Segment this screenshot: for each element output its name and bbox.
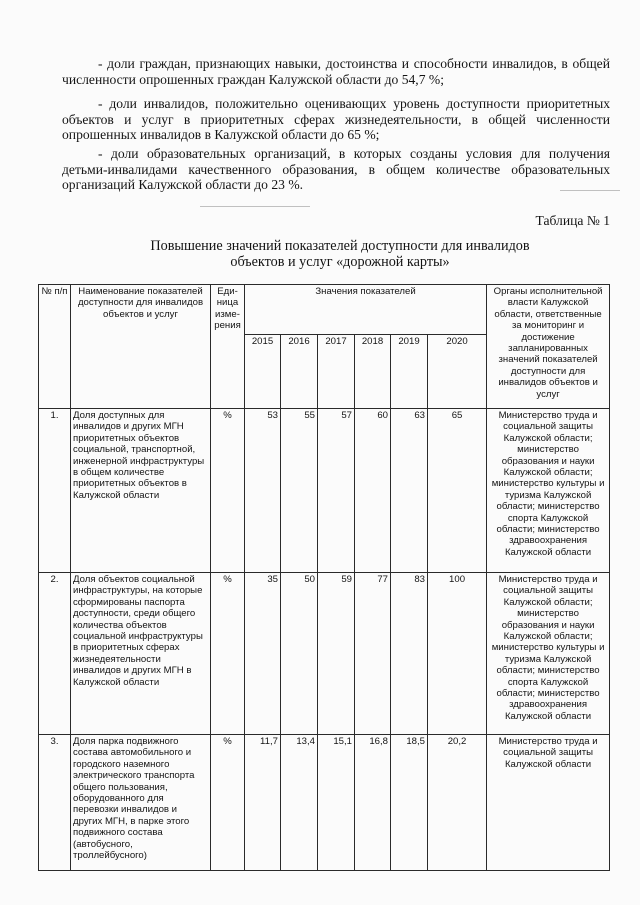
header-org: Органы исполнительной власти Калужской области, ответственные за мониторинг и достижение запланированных значений показателей доступности для инвалидов объектов и услуг xyxy=(487,285,610,409)
row-value: 57 xyxy=(318,409,355,573)
table-title-line-1: Повышение значений показателей доступности для инвалидов xyxy=(150,238,530,254)
row-value: 55 xyxy=(281,409,318,573)
header-name: Наименование показателей доступности для инвалидов объектов и услуг xyxy=(71,285,211,409)
header-year: 2016 xyxy=(281,335,318,409)
header-unit: Еди-ница изме-рения xyxy=(211,285,245,409)
paragraph-3: - доли образовательных организаций, в которых созданы условия для получения детьми-инвалидами качественного образования, в общем количестве образовательных организаций Калужской области до 23 %. xyxy=(62,146,610,192)
row-unit: % xyxy=(211,735,245,871)
header-year: 2020 xyxy=(428,335,487,409)
scan-noise xyxy=(200,206,310,207)
row-unit: % xyxy=(211,573,245,735)
header-no: № п/п xyxy=(39,285,71,409)
header-values: Значения показателей xyxy=(245,285,487,335)
row-no: 2. xyxy=(39,573,71,735)
row-no: 1. xyxy=(39,409,71,573)
row-org: Министерство труда и социальной защиты Калужской области; министерство образования и науки Калужской области; министерство культуры и туризма Калужской области; министерство спорта Калужской области; министерство здравоохранения Калужской области xyxy=(487,573,610,735)
scan-noise xyxy=(560,190,620,191)
table-title-line-2: объектов и услуг «дорожной карты» xyxy=(230,254,450,270)
row-value: 60 xyxy=(355,409,391,573)
header-year: 2017 xyxy=(318,335,355,409)
row-value: 16,8 xyxy=(355,735,391,871)
row-value: 50 xyxy=(281,573,318,735)
row-org: Министерство труда и социальной защиты Калужской области; министерство образования и науки Калужской области; министерство культуры и туризма Калужской области; министерство спорта Калужской области; министерство здравоохранения Калужской области xyxy=(487,409,610,573)
row-value: 18,5 xyxy=(391,735,428,871)
table-title xyxy=(0,238,640,270)
row-name: Доля объектов социальной инфраструктуры, на которые сформированы паспорта доступности, среди общего количества объектов социальной инфраструктуры в приоритетных сферах жизнедеятельности инвалидов и других МГН в Калужской области xyxy=(71,573,211,735)
header-year: 2015 xyxy=(245,335,281,409)
row-value: 77 xyxy=(355,573,391,735)
row-value: 83 xyxy=(391,573,428,735)
row-value: 13,4 xyxy=(281,735,318,871)
header-year: 2019 xyxy=(391,335,428,409)
row-value: 35 xyxy=(245,573,281,735)
row-value: 65 xyxy=(428,409,487,573)
table-label: Таблица № 1 xyxy=(535,213,610,228)
row-value: 100 xyxy=(428,573,487,735)
row-value: 53 xyxy=(245,409,281,573)
row-unit: % xyxy=(211,409,245,573)
table-row xyxy=(39,409,610,573)
table-header-row xyxy=(39,285,610,335)
paragraph-2: - доли инвалидов, положительно оценивающих уровень доступности приоритетных объектов и услуг в приоритетных сферах жизнедеятельности, в общей численности опрошенных инвалидов в Калужской области до 65 %; xyxy=(62,96,610,142)
row-org: Министерство труда и социальной защиты Калужской области xyxy=(487,735,610,871)
row-value: 59 xyxy=(318,573,355,735)
row-name: Доля парка подвижного состава автомобильного и городского наземного электрического транспорта общего пользования, оборудованного для перевозки инвалидов и других МГН, в парке этого подвижного состава (автобусного, троллейбусного) xyxy=(71,735,211,871)
row-value: 15,1 xyxy=(318,735,355,871)
row-name: Доля доступных для инвалидов и других МГН приоритетных объектов социальной, транспортной, инженерной инфраструктуры в общем количестве приоритетных объектов в Калужской области xyxy=(71,409,211,573)
indicators-table xyxy=(38,284,610,871)
row-value: 20,2 xyxy=(428,735,487,871)
row-value: 11,7 xyxy=(245,735,281,871)
table-row xyxy=(39,735,610,871)
row-value: 63 xyxy=(391,409,428,573)
row-no: 3. xyxy=(39,735,71,871)
paragraph-1: - доли граждан, признающих навыки, достоинства и способности инвалидов, в общей численности опрошенных граждан Калужской области до 54,7 %; xyxy=(62,56,610,87)
table-row xyxy=(39,573,610,735)
header-year: 2018 xyxy=(355,335,391,409)
